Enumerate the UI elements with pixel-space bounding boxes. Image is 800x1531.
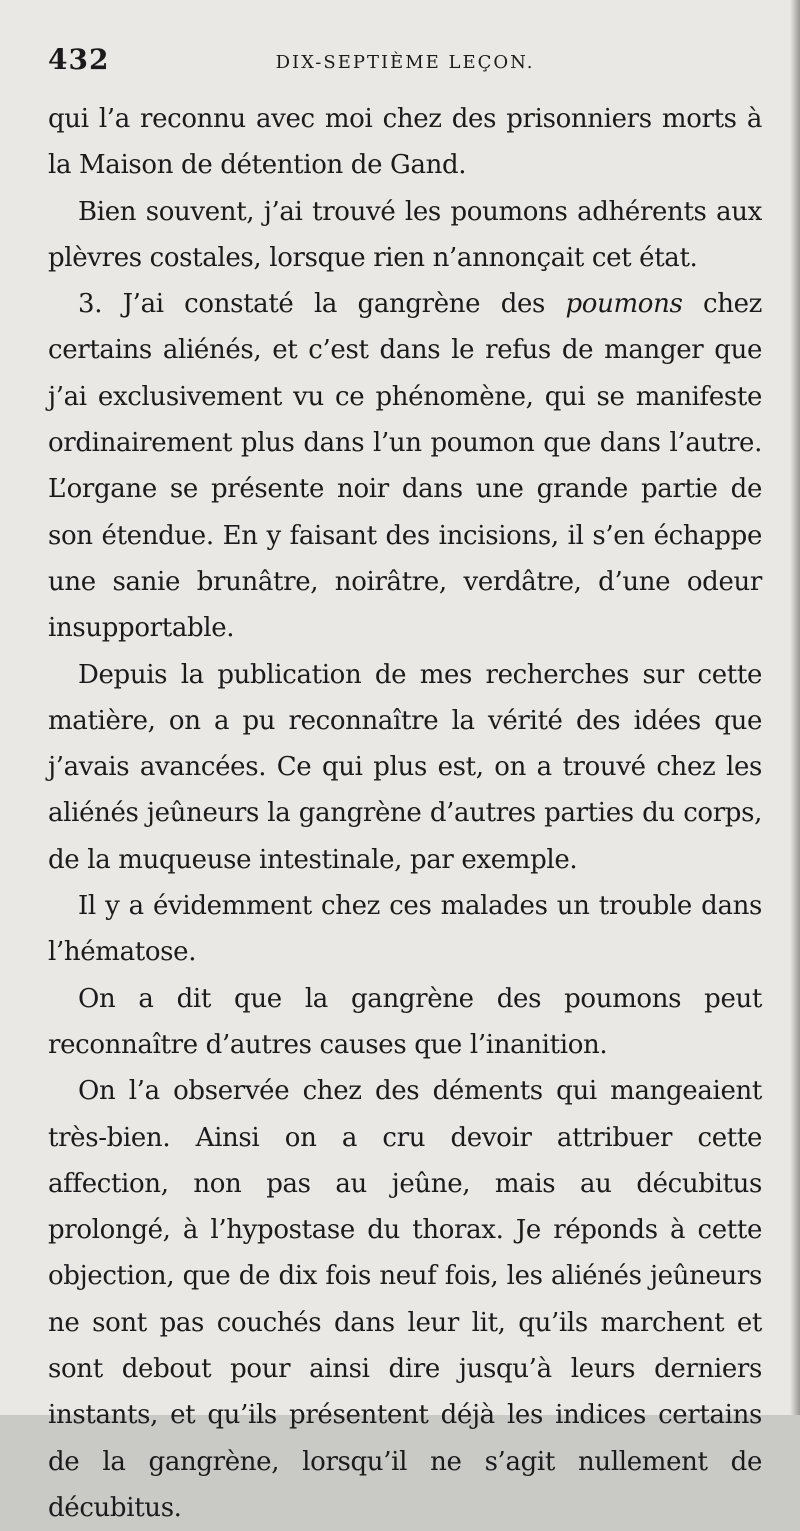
paragraph-lung-gangrene-rest: chez certains aliénés, et c’est dans le refus de manger que j’ai exclusivement vu ce phénomène, qui se manifeste ordinairement plus dans l’un poumon que dans l’autre. L’organe se présente noir dans une grande partie de son étendue. En y faisant des incisions, il s’en échappe une sanie brunâtre, noirâtre, verdâtre, d’une odeur insupportable. xyxy=(48,289,762,644)
body-text xyxy=(48,96,762,1531)
page-number: 432 xyxy=(48,43,110,76)
paragraph-lung-gangrene xyxy=(48,281,762,651)
paragraph-hematosis: Il y a évidemment chez ces malades un trouble dans l’hématose. xyxy=(48,891,762,968)
paragraph-other-causes: On a dit que la gangrène des poumons peut reconnaître d’autres causes que l’inanition. xyxy=(48,983,762,1060)
paragraph-publication: Depuis la publication de mes recherches sur cette matière, on a pu reconnaître la vérité des idées que j’avais avancées. Ce qui plus est, on a trouvé chez les aliénés jeûneurs la gangrène d’autres parties du corps, de la muqueuse intestinale, par exemple. xyxy=(48,659,762,875)
paragraph-continuation: qui l’a reconnu avec moi chez des prisonniers morts à la Maison de détention de Gand. xyxy=(48,104,762,181)
paragraph-adherent-lungs: Bien souvent, j’ai trouvé les poumons adhérents aux plèvres costales, lorsque rien n’annonçait cet état. xyxy=(48,196,762,273)
running-head: DIX-SEPTIÈME LEÇON. xyxy=(275,52,535,73)
paragraph-objection: On l’a observée chez des déments qui mangeaient très-bien. Ainsi on a cru devoir attribuer cette affection, non pas au jeûne, mais au décubitus prolongé, à l’hypostase du thorax. Je réponds à cette objection, que de dix fois neuf fois, les aliénés jeûneurs ne sont pas couchés dans leur lit, qu’ils marchent et sont debout pour ainsi dire jusqu’à leurs derniers instants, et qu’ils présentent déjà les indices certains de la gangrène, lorsqu’il ne s’agit nullement de décubitus. xyxy=(48,1076,762,1523)
page-header xyxy=(48,40,762,80)
emphasis-poumons: poumons xyxy=(565,289,683,320)
paragraph-lung-gangrene-start: 3. J’ai constaté la gangrène des xyxy=(78,289,566,320)
